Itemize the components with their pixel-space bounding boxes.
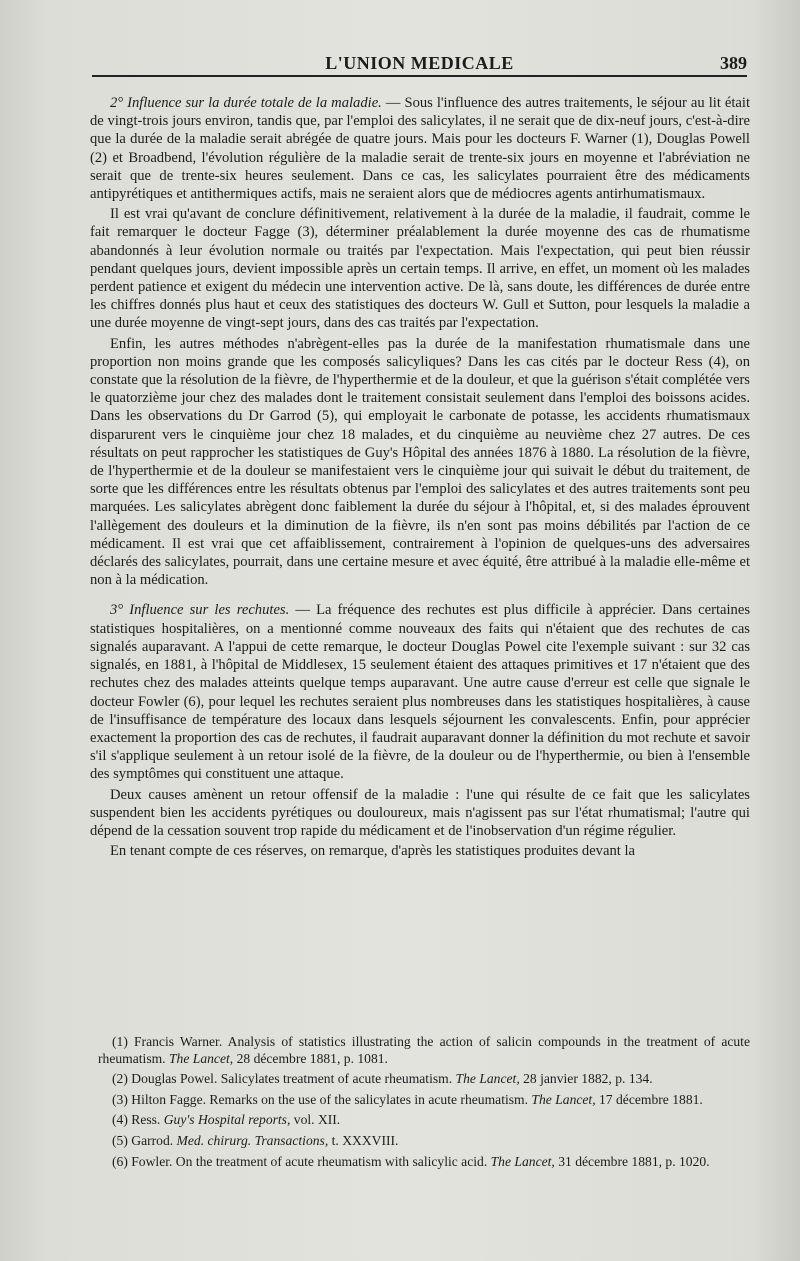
footnote-6	[98, 1154, 750, 1171]
footnote-text: (2) Douglas Powel. Salicylates treatment of acute rheumatism.	[112, 1071, 456, 1087]
paragraph-other-methods	[90, 335, 750, 590]
footnote-text: (6) Fowler. On the treatment of acute rheumatism with salicylic acid.	[112, 1153, 491, 1169]
footnote-2	[98, 1071, 750, 1088]
paragraph-text: Deux causes amènent un retour offensif de la maladie : l'une qui résulte de ce fait que les salicylates suspendent bien les accidents pyrétiques ou douloureux, mais n'agissent pas sur l'état rhumatismal; l'autre qui dépend de la cessation souvent trop rapide du médicament et de l'inobservation d'un régime régulier.	[90, 786, 750, 839]
paragraph-text: Enfin, les autres méthodes n'abrègent-elles pas la durée de la manifestation rhumatismale dans une proportion non moins grande que les composés salicyliques? Dans les cas cités par le docteur Ress (4), on constate que la résolution de la fièvre, de l'hyperthermie et de la douleur, et que la guérison s'était complétée vers le quatorzième jour chez des malades dont le traitement consistait seulement dans l'emploi des boissons acides. Dans les observations du Dr Garrod (5), qui employait le carbonate de potasse, les accidents rhumatismaux disparurent vers le cinquième jour chez 18 malades, et du cinquième au neuvième chez 27 autres. De ces résultats on peut rapprocher les statistiques de Guy's Hôpital des années 1876 à 1880. La résolution de la fièvre, de l'hyperthermie et de la douleur se manifestaient vers le cinquième jour qui suivait le début du traitement, de sorte que les différences entre les résultats obtenus par l'emploi des salicylates et des autres traitements sont peu marquées. Les salicylates abrègent donc faiblement la durée du séjour à l'hôpital, et, si des malades éprouvent l'allègement des douleurs et la diminution de la fièvre, ils n'en sont pas moins débilités par l'action de ce médicament. Il est vrai que cet affaiblissement, contrairement à l'opinion de quelques-uns des adversaires déclarés des salicylates, pourrait, dans une certaine mesure et avec équité, être attribué à la maladie elle-même et non à la médication.	[90, 335, 750, 589]
footnote-text: (5) Garrod.	[112, 1132, 177, 1148]
footnote-text: (4) Ress.	[112, 1112, 164, 1128]
paragraph-causes	[90, 786, 750, 841]
paragraph-relapses	[90, 601, 750, 783]
footnote-1	[98, 1034, 750, 1067]
running-header	[92, 53, 747, 77]
footnote-3	[98, 1092, 750, 1109]
footnote-text: t. XXXVIII.	[328, 1132, 399, 1148]
paragraph-text: — Sous l'influence des autres traitements, le séjour au lit était de vingt-trois jours environ, tandis que, par l'emploi des salicylates, il ne serait que de dix-neuf jours, c'est-à-dire que la durée de la maladie serait abrégée de quatre jours. Mais pour les docteurs F. Warner (1), Douglas Powell (2) et Broadbend, l'évolution régulière de la maladie serait de trente-six jours en moyenne et l'abréviation ne serait que de trente-six heures seulement. Dans ce cas, les salicylates pourraient être des médicaments antipyrétiques et antithermiques actifs, mais ne seraient alors que de médiocres agents antirhumatismaux.	[90, 95, 751, 203]
article-body	[90, 94, 750, 862]
paragraph-text: Il est vrai qu'avant de conclure définitivement, relativement à la durée de la maladie, il faudrait, comme le fait remarquer le docteur Fagge (3), déterminer préalablement la durée moyenne des cas de rhumatisme abandonnés à leur évolution normale ou traités par l'expectation. Mais l'expectation, qui peut bien réussir pendant quelques jours, devient impossible après un certain temps. Il arrive, en effet, un moment où les malades perdent patience et exigent du médecin une intervention active. De là, sans doute, les différences de durée entre les chiffres donnés plus haut et ceux des statistiques des docteurs W. Gull et Sutton, pour lesquels la maladie a une durée moyenne de vingt-sept jours, dans des cas traités par l'expectation.	[90, 206, 750, 332]
footnote-source: The Lancet,	[455, 1071, 520, 1087]
footnote-source: The Lancet,	[168, 1050, 234, 1066]
footnote-source: The Lancet,	[490, 1153, 555, 1169]
footnote-text: 28 janvier 1882, p. 134.	[519, 1071, 653, 1087]
footnote-5	[98, 1133, 750, 1150]
footnote-text: vol. XII.	[290, 1112, 341, 1128]
footnote-4	[98, 1112, 750, 1129]
footnote-text: 28 décembre 1881, p. 1081.	[233, 1050, 388, 1066]
footnote-source: The Lancet,	[531, 1091, 596, 1107]
paragraph-text: — La fréquence des rechutes est plus difficile à apprécier. Dans certaines statistiques hospitalières, on a mentionné comme nouveaux des faits qui n'étaient que des rechutes de cas signalés auparavant. A l'appui de cette remarque, le docteur Douglas Powel cite l'exemple suivant : sur 32 cas signalés, en 1881, à l'hôpital de Middlesex, 15 seulement étaient des attaques primitives et 17 n'étaient que des rechutes chez des malades atteints quelque temps auparavant. Une autre cause d'erreur est celle que signale le docteur Fowler (6), pour lequel les rechutes seraient plus nombreuses dans les statistiques hospitalières, à cause de l'insuffisance de température des locaux dans lesquels séjournent les convalescents. Enfin, pour apprécier exactement la proportion des cas de rechutes, il faudrait auparavant donner la définition du mot rechute et savoir s'il s'applique seulement à un retour isolé de la fièvre, de la douleur ou de l'hyperthermie, ou bien à l'ensemble des symptômes qui constituent une attaque.	[90, 602, 750, 783]
footnote-text: (1) Francis Warner. Analysis of statistics illustrating the action of salicin compounds in the treatment of acute rheumatism.	[98, 1034, 750, 1066]
paragraph-duration	[90, 94, 750, 203]
paragraph-expectation	[90, 205, 750, 332]
paragraph-reserves	[90, 842, 750, 860]
footnote-text: (3) Hilton Fagge. Remarks on the use of the salicylates in acute rheumatism.	[112, 1091, 532, 1107]
paragraph-text: En tenant compte de ces réserves, on remarque, d'après les statistiques produites devant la	[110, 843, 635, 860]
page-number: 389	[720, 53, 747, 73]
footnote-source: Guy's Hospital reports,	[163, 1112, 291, 1128]
journal-title: L'UNION MEDICALE	[325, 53, 514, 73]
section-heading-duration: 2° Influence sur la durée totale de la maladie.	[110, 95, 382, 111]
footnote-text: 17 décembre 1881.	[595, 1091, 703, 1107]
footnote-text: 31 décembre 1881, p. 1020.	[554, 1153, 710, 1169]
footnote-source: Med. chirurg. Transactions,	[176, 1132, 329, 1148]
footnotes	[98, 1034, 750, 1174]
section-heading-relapses: 3° Influence sur les rechutes.	[110, 602, 290, 619]
